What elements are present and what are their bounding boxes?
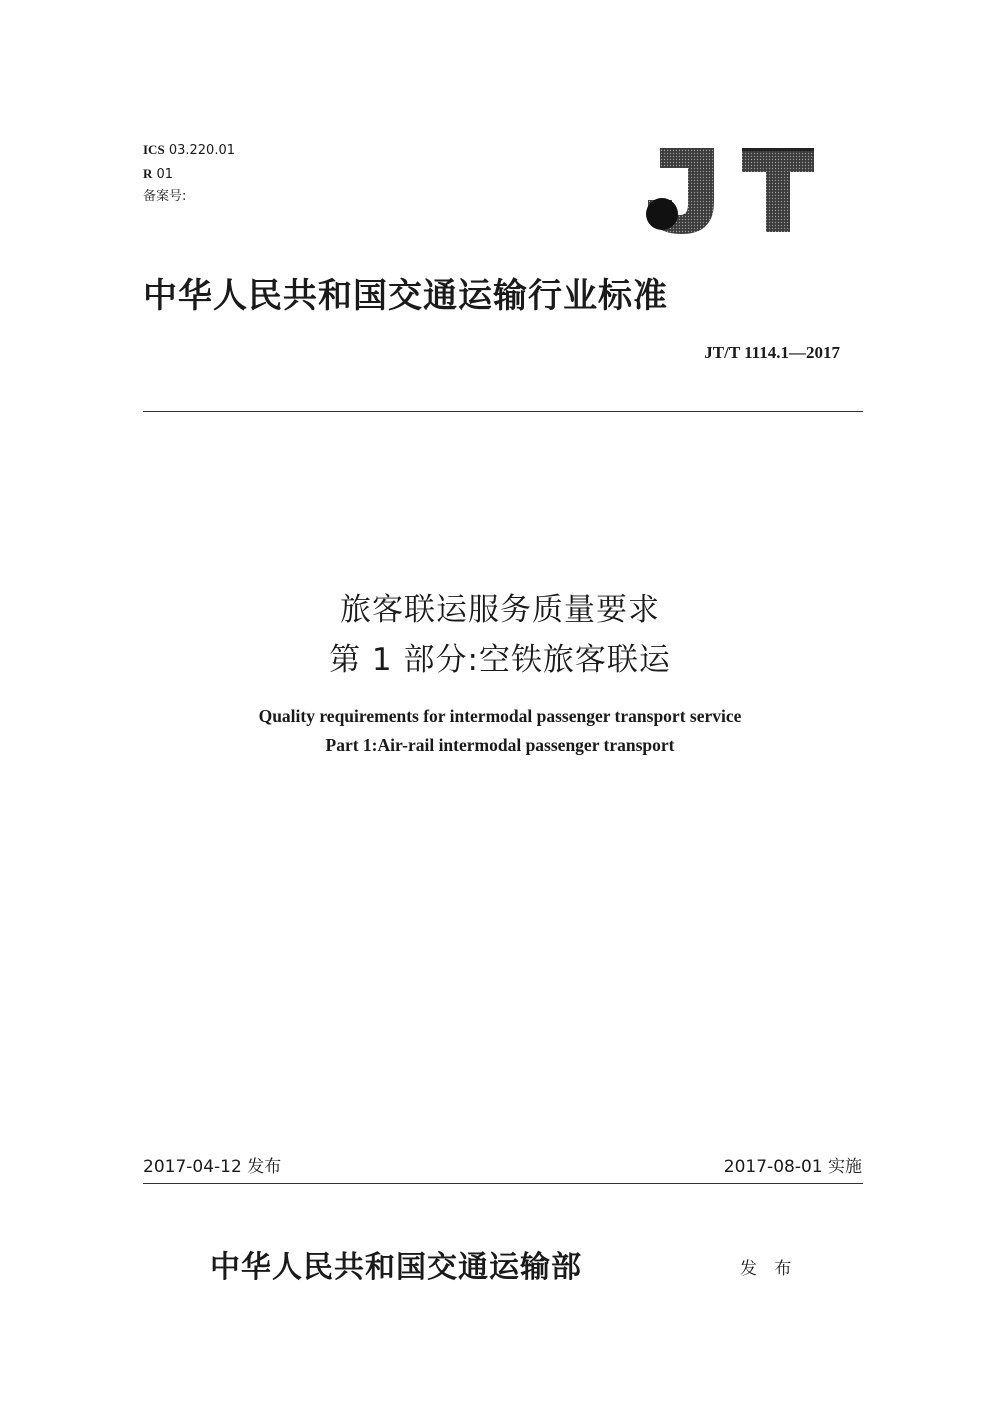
issue-label: 发 布 <box>740 1259 798 1279</box>
jt-logo-icon <box>642 140 822 240</box>
footer-divider <box>143 1183 863 1184</box>
standard-number: JT/T 1114.1—2017 <box>704 343 840 362</box>
title-en-line2: Part 1:Air-rail intermodal passenger transport <box>325 735 675 755</box>
release-date: 2017-04-12 发布 <box>143 1157 282 1177</box>
ccs-prefix: R <box>143 166 153 181</box>
title-cn-line1: 旅客联运服务质量要求 <box>340 592 660 628</box>
issuing-authority: 中华人民共和国交通运输部 <box>210 1250 582 1285</box>
ics-code <box>143 143 235 157</box>
ccs-value: 01 <box>156 167 174 182</box>
implementation-date: 2017-08-01 实施 <box>723 1157 862 1177</box>
standard-category-title: 中华人民共和国交通运输行业标准 <box>143 276 668 316</box>
ics-prefix: ICS <box>143 142 165 157</box>
filing-number-label: 备案号: <box>143 189 187 204</box>
header-divider <box>143 411 863 412</box>
ics-value: 03.220.01 <box>168 143 235 158</box>
title-en-line1: Quality requirements for intermodal passenger transport service <box>258 706 742 726</box>
title-cn-line2: 第 1 部分:空铁旅客联运 <box>329 642 671 678</box>
ccs-code <box>143 167 173 181</box>
